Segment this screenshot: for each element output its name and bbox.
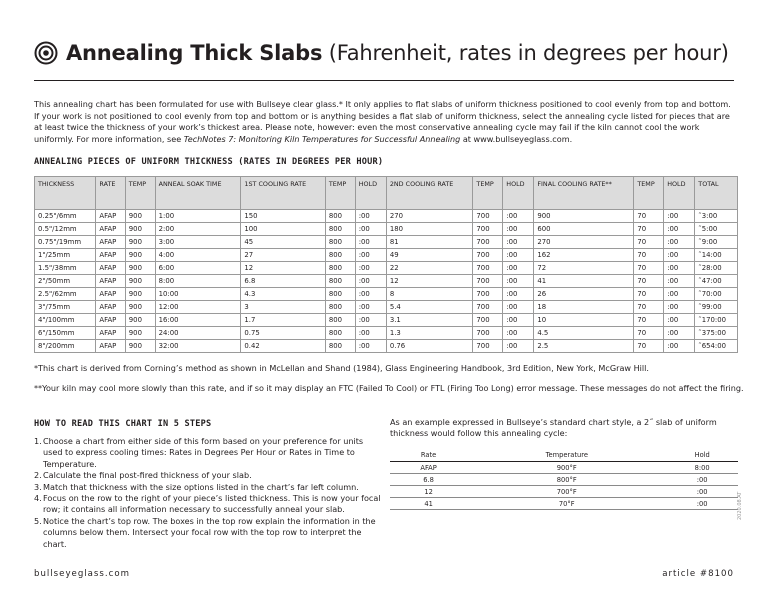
table-cell: 700 (473, 249, 503, 262)
table-cell: 800 (325, 249, 355, 262)
column-header: TOTAL (695, 177, 738, 210)
footer-article-number: article #8100 (662, 569, 734, 579)
example-cell: 800°F (467, 474, 666, 486)
table-cell: 0.76 (386, 340, 473, 353)
table-row (35, 340, 738, 353)
step-text: Match that thickness with the size options listed in the chart’s far left column. (43, 481, 359, 492)
table-cell: 800 (325, 236, 355, 249)
table-row (35, 262, 738, 275)
table-cell: :00 (664, 340, 695, 353)
step-number: 1. (34, 436, 42, 446)
table-cell: 70 (634, 301, 664, 314)
step-item (34, 516, 384, 550)
table-cell: 700 (473, 223, 503, 236)
table-cell: 70 (634, 327, 664, 340)
step-text: Focus on the row to the right of your piece’s listed thickness. This is now your focal row; it contains all information necessary to successfully anneal your slab. (43, 493, 381, 515)
table-cell: :00 (664, 249, 695, 262)
title-subtitle: (Fahrenheit, rates in degrees per hour) (328, 41, 729, 65)
table-cell: :00 (355, 236, 386, 249)
side-code: 2020.08.AT (737, 491, 743, 520)
step-number: 4. (34, 493, 42, 504)
table-cell: 70 (634, 249, 664, 262)
table-cell: 900 (125, 288, 155, 301)
table-cell: 1.3 (386, 327, 473, 340)
table-cell: 6:00 (155, 262, 241, 275)
table-cell: ˜3:00 (695, 210, 738, 223)
table-cell: :00 (503, 236, 534, 249)
table-cell: :00 (664, 223, 695, 236)
table-cell: 162 (534, 249, 634, 262)
table-cell: :00 (503, 340, 534, 353)
table-cell: 12 (241, 262, 325, 275)
example-body (390, 462, 738, 510)
table-cell: 45 (241, 236, 325, 249)
page-header (34, 38, 734, 68)
table-cell: 0.5"/12mm (35, 223, 96, 236)
table-cell: AFAP (96, 275, 125, 288)
page-title (66, 41, 729, 65)
table-row (35, 210, 738, 223)
table-cell: :00 (664, 262, 695, 275)
table-cell: ˜28:00 (695, 262, 738, 275)
table-cell: 900 (125, 236, 155, 249)
step-text: Calculate the final post-fired thickness of your slab. (43, 470, 252, 481)
table-cell: 3.1 (386, 314, 473, 327)
table-cell: AFAP (96, 262, 125, 275)
table-cell: ˜14:00 (695, 249, 738, 262)
title-bold: Annealing Thick Slabs (66, 41, 323, 65)
step-number: 2. (34, 470, 42, 481)
table-cell: 22 (386, 262, 473, 275)
column-header: TEMP (325, 177, 355, 210)
table-cell: 27 (241, 249, 325, 262)
footnote-kiln-error: **Your kiln may cool more slowly than this rate, and if so it may display an FTC (Failed To Cool) or FTL (Firing Too Long) error message. These messages do not affect the firing. (34, 383, 744, 393)
table-cell: AFAP (96, 210, 125, 223)
example-column-header: Rate (390, 449, 467, 462)
table-cell: 16:00 (155, 314, 241, 327)
table-cell: 2:00 (155, 223, 241, 236)
intro-paragraph (34, 99, 738, 145)
column-header: RATE (96, 177, 125, 210)
table-cell: 70 (634, 340, 664, 353)
table-cell: 4:00 (155, 249, 241, 262)
example-cell: :00 (666, 474, 738, 486)
table-cell: 41 (534, 275, 634, 288)
table-row (35, 249, 738, 262)
header-divider (34, 80, 734, 81)
step-item (34, 470, 384, 481)
table-cell: 49 (386, 249, 473, 262)
table-cell: 700 (473, 327, 503, 340)
table-cell: ˜5:00 (695, 223, 738, 236)
table-cell: 70 (634, 210, 664, 223)
example-cell: 41 (390, 498, 467, 510)
table-cell: 900 (534, 210, 634, 223)
table-cell: AFAP (96, 249, 125, 262)
table-cell: ˜70:00 (695, 288, 738, 301)
table-cell: 800 (325, 314, 355, 327)
table-cell: 800 (325, 210, 355, 223)
bullseye-logo-icon (34, 41, 58, 65)
column-header: 2ND COOLING RATE (386, 177, 473, 210)
table-cell: :00 (503, 327, 534, 340)
table-header-row (35, 177, 738, 210)
table-cell: 900 (125, 327, 155, 340)
table-cell: 700 (473, 275, 503, 288)
table-cell: 72 (534, 262, 634, 275)
table-cell: 700 (473, 236, 503, 249)
table-cell: :00 (355, 340, 386, 353)
example-cell: 12 (390, 486, 467, 498)
table-cell: 12:00 (155, 301, 241, 314)
table-cell: :00 (664, 275, 695, 288)
table-cell: :00 (355, 301, 386, 314)
footer-website: bullseyeglass.com (34, 569, 130, 579)
column-header: THICKNESS (35, 177, 96, 210)
table-cell: :00 (355, 223, 386, 236)
table-cell: 0.25"/6mm (35, 210, 96, 223)
table-cell: :00 (355, 327, 386, 340)
table-cell: :00 (355, 288, 386, 301)
table-cell: ˜99:00 (695, 301, 738, 314)
table-cell: 900 (125, 340, 155, 353)
table-cell: :00 (355, 275, 386, 288)
table-cell: AFAP (96, 236, 125, 249)
table-cell: :00 (664, 210, 695, 223)
column-header: TEMP (634, 177, 664, 210)
table-cell: :00 (355, 314, 386, 327)
table-heading: ANNEALING PIECES OF UNIFORM THICKNESS (RATES IN DEGREES PER HOUR) (34, 157, 384, 167)
example-cell: :00 (666, 498, 738, 510)
example-row (390, 498, 738, 510)
example-cell: 700°F (467, 486, 666, 498)
example-header-row (390, 449, 738, 462)
table-cell: 800 (325, 288, 355, 301)
table-cell: ˜47:00 (695, 275, 738, 288)
table-cell: 8:00 (155, 275, 241, 288)
step-item (34, 493, 384, 516)
table-cell: 0.42 (241, 340, 325, 353)
step-number: 5. (34, 515, 42, 526)
table-cell: ˜9:00 (695, 236, 738, 249)
table-cell: 70 (634, 262, 664, 275)
table-cell: AFAP (96, 314, 125, 327)
table-cell: 4.3 (241, 288, 325, 301)
table-cell: AFAP (96, 327, 125, 340)
table-cell: AFAP (96, 301, 125, 314)
table-cell: 10:00 (155, 288, 241, 301)
column-header: TEMP (125, 177, 155, 210)
table-cell: 4"/100mm (35, 314, 96, 327)
step-number: 3. (34, 481, 42, 492)
table-cell: :00 (664, 236, 695, 249)
column-header: FINAL COOLING RATE** (534, 177, 634, 210)
table-cell: 150 (241, 210, 325, 223)
column-header: 1ST COOLING RATE (241, 177, 325, 210)
example-cell: 6.8 (390, 474, 467, 486)
table-cell: 180 (386, 223, 473, 236)
footnote-corning: *This chart is derived from Corning’s method as shown in McLellan and Shand (1984), Glass Engineering Handbook, 3rd Edition, New York, McGraw Hill. (34, 363, 650, 373)
table-cell: 2.5 (534, 340, 634, 353)
table-cell: AFAP (96, 223, 125, 236)
table-cell: 3:00 (155, 236, 241, 249)
table-cell: 6.8 (241, 275, 325, 288)
table-cell: 900 (125, 249, 155, 262)
table-cell: 0.75"/19mm (35, 236, 96, 249)
steps-heading: HOW TO READ THIS CHART IN 5 STEPS (34, 419, 212, 429)
example-row (390, 474, 738, 486)
table-cell: 1:00 (155, 210, 241, 223)
table-cell: 800 (325, 327, 355, 340)
example-cell: 70°F (467, 498, 666, 510)
table-cell: 1.7 (241, 314, 325, 327)
table-cell: :00 (503, 275, 534, 288)
table-cell: 10 (534, 314, 634, 327)
example-cell: 900°F (467, 462, 666, 474)
table-cell: 700 (473, 210, 503, 223)
table-cell: 900 (125, 262, 155, 275)
table-cell: :00 (503, 249, 534, 262)
table-cell: ˜375:00 (695, 327, 738, 340)
table-cell: 70 (634, 223, 664, 236)
table-cell: 70 (634, 275, 664, 288)
table-body (35, 210, 738, 353)
table-cell: 3"/75mm (35, 301, 96, 314)
table-cell: 3 (241, 301, 325, 314)
table-cell: 32:00 (155, 340, 241, 353)
technotes-reference: TechNotes 7: Monitoring Kiln Temperatures for Successful Annealing (183, 133, 461, 144)
table-row (35, 327, 738, 340)
table-cell: 8"/200mm (35, 340, 96, 353)
table-cell: :00 (503, 314, 534, 327)
table-cell: 6"/150mm (35, 327, 96, 340)
table-cell: 70 (634, 314, 664, 327)
example-row (390, 486, 738, 498)
intro-text-2: at www.bullseyeglass.com. (460, 133, 573, 144)
table-cell: 81 (386, 236, 473, 249)
table-cell: :00 (664, 327, 695, 340)
table-cell: 100 (241, 223, 325, 236)
intro-text-1: This annealing chart has been formulated for use with Bullseye clear glass.* It only applies to flat slabs of uniform thickness positioned to cool evenly from top and bottom. If your work is not positioned to cool evenly from top and bottom or is anything besides a flat slab of uniform thickness, select the annealing cycle listed for pieces that are at least twice the thickness of your work’s thickest area. Please note, however: even the most conservative annealing cycle may fail if the kiln cannot cool the work uniformly. For more information, see (34, 99, 731, 144)
table-cell: 700 (473, 340, 503, 353)
table-cell: 800 (325, 340, 355, 353)
table-cell: ˜170:00 (695, 314, 738, 327)
table-cell: 18 (534, 301, 634, 314)
table-cell: :00 (664, 301, 695, 314)
table-row (35, 223, 738, 236)
table-cell: 900 (125, 301, 155, 314)
table-cell: 900 (125, 314, 155, 327)
column-header: TEMP (473, 177, 503, 210)
table-cell: 900 (125, 223, 155, 236)
table-cell: 800 (325, 301, 355, 314)
table-cell: 270 (534, 236, 634, 249)
steps-list (34, 436, 384, 550)
column-header: HOLD (664, 177, 695, 210)
table-cell: ˜654:00 (695, 340, 738, 353)
table-row (35, 301, 738, 314)
example-column-header: Hold (666, 449, 738, 462)
table-cell: :00 (503, 223, 534, 236)
table-cell: 12 (386, 275, 473, 288)
table-cell: 700 (473, 288, 503, 301)
table-cell: AFAP (96, 288, 125, 301)
example-table (390, 449, 738, 510)
table-cell: 8 (386, 288, 473, 301)
table-row (35, 236, 738, 249)
table-cell: AFAP (96, 340, 125, 353)
step-text: Notice the chart’s top row. The boxes in the top row explain the information in the columns below them. Intersect your focal row with the top row to interpret the chart. (43, 515, 376, 549)
table-cell: 800 (325, 262, 355, 275)
column-header: HOLD (503, 177, 534, 210)
table-cell: :00 (664, 314, 695, 327)
table-cell: :00 (503, 262, 534, 275)
table-row (35, 314, 738, 327)
column-header: HOLD (355, 177, 386, 210)
table-cell: :00 (503, 288, 534, 301)
table-cell: 1.5"/38mm (35, 262, 96, 275)
step-text: Choose a chart from either side of this form based on your preference for units used to express cooling times: Rates in Degrees Per Hour or Rates in Time to Temperature. (43, 436, 364, 469)
table-cell: 900 (125, 210, 155, 223)
table-cell: :00 (355, 249, 386, 262)
table-cell: 900 (125, 275, 155, 288)
table-cell: :00 (355, 210, 386, 223)
table-cell: 700 (473, 262, 503, 275)
table-cell: 70 (634, 288, 664, 301)
table-cell: 600 (534, 223, 634, 236)
table-cell: :00 (503, 210, 534, 223)
table-cell: :00 (355, 262, 386, 275)
table-cell: :00 (503, 301, 534, 314)
example-cell: 8:00 (666, 462, 738, 474)
table-cell: 2"/50mm (35, 275, 96, 288)
table-cell: 24:00 (155, 327, 241, 340)
table-cell: 0.75 (241, 327, 325, 340)
step-item (34, 436, 384, 470)
table-cell: 2.5"/62mm (35, 288, 96, 301)
table-cell: 700 (473, 301, 503, 314)
example-cell: :00 (666, 486, 738, 498)
example-row (390, 462, 738, 474)
column-header: ANNEAL SOAK TIME (155, 177, 241, 210)
example-cell: AFAP (390, 462, 467, 474)
table-cell: 4.5 (534, 327, 634, 340)
table-cell: 1"/25mm (35, 249, 96, 262)
table-cell: 270 (386, 210, 473, 223)
example-column-header: Temperature (467, 449, 666, 462)
table-cell: 70 (634, 236, 664, 249)
annealing-table (34, 176, 738, 353)
table-cell: 700 (473, 314, 503, 327)
table-cell: 5.4 (386, 301, 473, 314)
step-item (34, 482, 384, 493)
table-row (35, 288, 738, 301)
table-cell: :00 (664, 288, 695, 301)
table-row (35, 275, 738, 288)
example-text: As an example expressed in Bullseye’s standard chart style, a 2˝ slab of uniform thickness would follow this annealing cycle: (390, 417, 717, 439)
table-cell: 26 (534, 288, 634, 301)
table-cell: 800 (325, 223, 355, 236)
table-cell: 800 (325, 275, 355, 288)
